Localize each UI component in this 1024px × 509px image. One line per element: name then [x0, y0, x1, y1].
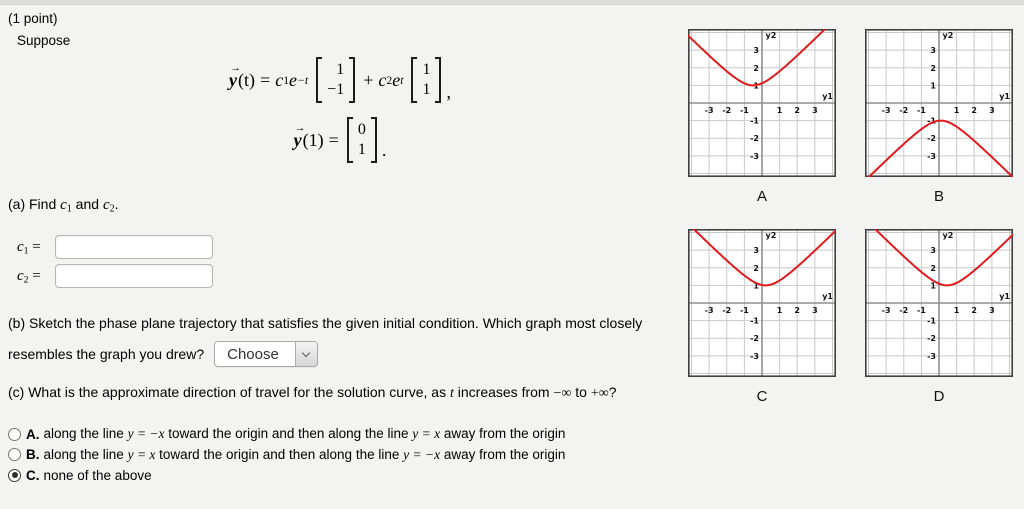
vector-y: → y — [293, 123, 306, 150]
option-c-text: none of the above — [43, 467, 152, 483]
svg-text:-1: -1 — [927, 316, 936, 326]
equation-line-2: → y (1) = 0 1 . — [0, 114, 680, 166]
chevron-down-icon — [302, 349, 310, 357]
radio-button-a[interactable] — [8, 428, 21, 441]
option-c[interactable]: C. none of the above — [8, 465, 1008, 486]
svg-text:2: 2 — [794, 306, 800, 315]
option-b[interactable]: B. along the line y = x toward the origin and then along the line y = −x away from the origin — [8, 445, 1008, 466]
graph-label-a: A — [756, 188, 767, 205]
phase-graph-A — [688, 29, 836, 177]
svg-text:y1: y1 — [999, 292, 1010, 301]
svg-text:3: 3 — [930, 246, 936, 256]
svg-text:y2: y2 — [942, 31, 954, 40]
svg-text:-2: -2 — [750, 134, 759, 144]
graph-cell-a — [688, 29, 836, 205]
svg-text:3: 3 — [753, 246, 759, 256]
svg-text:-3: -3 — [927, 351, 936, 361]
right-bracket — [371, 117, 377, 163]
graph-choice-select[interactable] — [214, 341, 318, 367]
svg-text:-3: -3 — [750, 351, 759, 361]
option-a-text: along the line y = −x toward the origin and then along the line y = x away from the origin — [43, 426, 566, 442]
svg-text:2: 2 — [794, 106, 800, 115]
svg-text:y2: y2 — [765, 231, 777, 240]
svg-text:1: 1 — [776, 106, 783, 115]
svg-text:-2: -2 — [927, 334, 936, 344]
part-c-question: (c) What is the approximate direction of travel for the solution curve, as t increases from −∞ to +∞? — [8, 384, 617, 401]
svg-text:-3: -3 — [704, 306, 714, 315]
c2-answer-row — [17, 264, 213, 288]
svg-text:2: 2 — [971, 106, 977, 115]
svg-text:-3: -3 — [881, 106, 891, 115]
svg-text:3: 3 — [989, 106, 995, 115]
part-b-question — [8, 312, 676, 370]
part-a-label: (a) Find $c_1$ and $c_2$. — [8, 196, 119, 215]
svg-text:1: 1 — [930, 81, 936, 91]
window-top-edge — [0, 0, 1024, 5]
points-label: (1 point) — [8, 11, 58, 26]
suppose-label: Suppose — [17, 33, 71, 48]
graph-label-d: D — [933, 388, 945, 405]
c2-label: $c_2$ = — [17, 267, 41, 286]
svg-text:-1: -1 — [750, 316, 759, 326]
svg-text:3: 3 — [753, 46, 759, 56]
radio-button-c[interactable] — [8, 469, 21, 482]
svg-text:3: 3 — [812, 106, 818, 115]
svg-text:-3: -3 — [704, 106, 714, 115]
graph-label-b: B — [933, 188, 944, 205]
part-c-options — [8, 424, 1008, 486]
radio-button-b[interactable] — [8, 448, 21, 461]
svg-text:1: 1 — [953, 106, 960, 115]
svg-text:-2: -2 — [899, 106, 909, 115]
svg-text:2: 2 — [930, 263, 936, 273]
right-bracket — [435, 57, 441, 103]
svg-text:-1: -1 — [750, 116, 759, 126]
vector-arrow-icon: → — [230, 63, 241, 75]
svg-text:3: 3 — [989, 306, 995, 315]
svg-text:y2: y2 — [765, 31, 777, 40]
svg-text:-3: -3 — [927, 151, 936, 161]
svg-text:-1: -1 — [739, 106, 749, 115]
equation-line-1: → y (t) = c 1 e −t 1 −1 + c 2 e t 1 1 , — [0, 52, 680, 108]
c1-label: $c_1$ = — [17, 238, 41, 257]
svg-text:3: 3 — [930, 46, 936, 56]
matrix-term2: 1 1 — [411, 57, 441, 103]
graph-label-c: C — [756, 388, 768, 405]
phase-graph-D — [865, 229, 1013, 377]
svg-text:2: 2 — [753, 63, 759, 73]
phase-graph-B — [865, 29, 1013, 177]
graph-cell-b — [865, 29, 1013, 205]
part-b-text-line2: resembles the graph you drew? — [8, 346, 205, 362]
graph-cell-d — [865, 229, 1013, 405]
option-a[interactable]: A. along the line y = −x toward the origin and then along the line y = x away from the origin — [8, 424, 1008, 445]
svg-text:-2: -2 — [722, 106, 732, 115]
part-b-text-line1: (b) Sketch the phase plane trajectory that satisfies the given initial condition. Which graph most closely — [8, 315, 643, 331]
matrix-initial-condition: 0 1 — [347, 117, 377, 163]
svg-text:-1: -1 — [739, 306, 749, 315]
right-bracket — [349, 57, 355, 103]
svg-text:y1: y1 — [822, 292, 833, 301]
svg-text:1: 1 — [753, 281, 759, 291]
matrix-term1: 1 −1 — [316, 57, 355, 103]
graph-cell-c — [688, 229, 836, 405]
svg-text:-3: -3 — [881, 306, 891, 315]
svg-text:-2: -2 — [750, 334, 759, 344]
svg-text:2: 2 — [753, 263, 759, 273]
svg-text:y2: y2 — [942, 231, 954, 240]
svg-text:1: 1 — [930, 281, 936, 291]
option-b-text: along the line y = x toward the origin and then along the line y = −x away from the origin — [43, 446, 566, 462]
svg-text:2: 2 — [930, 63, 936, 73]
svg-text:2: 2 — [971, 306, 977, 315]
svg-text:y1: y1 — [999, 92, 1010, 101]
svg-text:3: 3 — [812, 306, 818, 315]
select-arrow-button[interactable] — [295, 342, 317, 366]
graph-choice-selected-value: Choose — [227, 345, 279, 363]
svg-text:-2: -2 — [722, 306, 732, 315]
svg-text:-1: -1 — [927, 116, 936, 126]
svg-text:-1: -1 — [916, 306, 926, 315]
c1-input[interactable] — [55, 235, 213, 259]
svg-text:-3: -3 — [750, 151, 759, 161]
svg-text:-1: -1 — [916, 106, 926, 115]
vector-arrow-icon: → — [294, 123, 306, 135]
svg-text:1: 1 — [953, 306, 960, 315]
svg-text:-2: -2 — [899, 306, 909, 315]
c2-input[interactable] — [55, 264, 213, 288]
phase-graph-C — [688, 229, 836, 377]
svg-text:-2: -2 — [927, 134, 936, 144]
svg-text:1: 1 — [776, 306, 783, 315]
c1-answer-row — [17, 235, 213, 259]
vector-y: → y — [229, 63, 241, 90]
svg-text:y1: y1 — [822, 92, 833, 101]
graph-options-grid — [688, 29, 1013, 405]
svg-text:1: 1 — [753, 81, 759, 91]
